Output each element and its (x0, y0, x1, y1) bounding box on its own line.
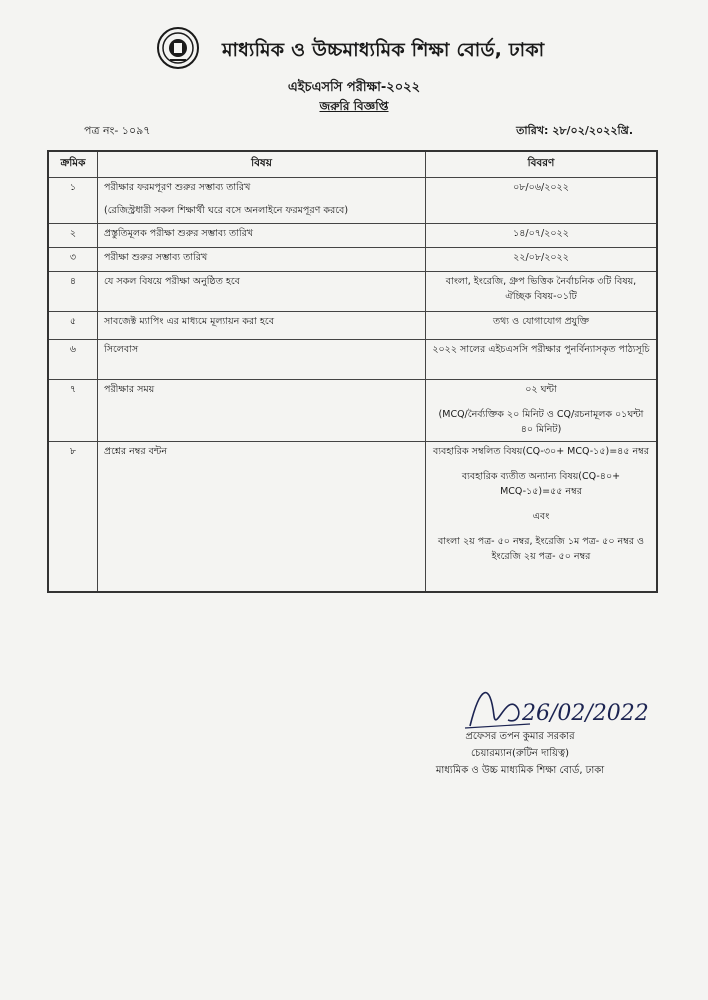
row-subject: সিলেবাস (98, 340, 426, 380)
row-serial: ৫ (48, 312, 98, 340)
header-subject: বিষয় (98, 151, 426, 178)
signature-date: 26/02/2022 (522, 701, 649, 726)
signatory-org: মাধ্যমিক ও উচ্চ মাধ্যমিক শিক্ষা বোর্ড, ঢাকা (435, 765, 605, 776)
notice-date: তারিখ: ২৮/০২/২০২২খ্রি. (516, 124, 633, 137)
row-subject: প্রশ্নের নম্বর বন্টন (98, 442, 426, 592)
notice-title: জরুরি বিজ্ঞপ্তি (319, 99, 389, 113)
row-details (426, 312, 658, 340)
board-seal-icon (156, 26, 200, 70)
row-serial: ৭ (48, 380, 98, 442)
row-detail-text: এবং (532, 511, 550, 522)
row-detail-text: ব্যবহারিক ব্যতীত অন্যান্য বিষয়(CQ-৪০+ MCQ-১৫)=৫৫ নম্বর (461, 471, 621, 497)
header-details: বিবরণ (426, 151, 658, 178)
table-row (48, 178, 657, 224)
row-detail-text: বাংলা, ইংরেজি, গ্রুপ ভিত্তিক নৈর্বাচনিক ৩টি বিষয়, ঐচ্ছিক বিষয়-০১টি (445, 276, 637, 302)
row-serial: ৮ (48, 442, 98, 592)
table-row (48, 248, 657, 272)
table-row (48, 312, 657, 340)
row-details (426, 248, 658, 272)
row-details (426, 178, 658, 224)
row-detail-text: ১৪/০৭/২০২২ (513, 228, 569, 239)
row-details (426, 340, 658, 380)
table-row (48, 224, 657, 248)
row-subject-note: (রেজিস্ট্রধারী সকল শিক্ষার্থী ঘরে বসে অনলাইনে ফরমপূরণ করবে) (104, 205, 349, 216)
row-detail-text: ২০২২ সালের এইচএসসি পরীক্ষার পুনর্বিন্যাসকৃত পাঠ্যসূচি (432, 344, 650, 355)
row-detail-text: বাংলা ২য় পত্র- ৫০ নম্বর, ইংরেজি ১ম পত্র- ৫০ নম্বর ও ইংরেজি ২য় পত্র- ৫০ নম্বর (437, 536, 645, 562)
row-details (426, 224, 658, 248)
row-detail-text: তথ্য ও যোগাযোগ প্রযুক্তি (493, 316, 589, 327)
row-detail-text: ০৮/০৬/২০২২ (513, 182, 569, 193)
memo-number: পত্র নং- ১০৯৭ (84, 124, 151, 137)
table-header-row (48, 151, 657, 178)
row-serial: ৬ (48, 340, 98, 380)
header-serial: ক্রমিক (48, 151, 98, 178)
row-details (426, 380, 658, 442)
exam-title: এইচএসসি পরীক্ষা-২০২২ (287, 80, 421, 95)
row-subject: যে সকল বিষয়ে পরীক্ষা অনুষ্ঠিত হবে (98, 272, 426, 312)
row-subject: সাবজেক্ট ম্যাপিং এর মাধ্যমে মূল্যায়ন করা হবে (98, 312, 426, 340)
row-serial: ৩ (48, 248, 98, 272)
row-subject: পরীক্ষা শুরুর সম্ভাব্য তারিখ (98, 248, 426, 272)
board-name: মাধ্যমিক ও উচ্চমাধ্যমিক শিক্ষা বোর্ড, ঢাকা (222, 39, 545, 61)
row-details (426, 272, 658, 312)
handwritten-signature (460, 676, 660, 736)
table-row (48, 442, 657, 592)
row-details (426, 442, 658, 592)
signatory-name: প্রফেসর তপন কুমার সরকার (465, 731, 575, 742)
row-serial: ২ (48, 224, 98, 248)
table-row (48, 340, 657, 380)
row-subject (98, 178, 426, 224)
row-subject-text: পরীক্ষার ফরমপূরণ শুরুর সম্ভাব্য তারিখ (104, 182, 251, 193)
table-row (48, 272, 657, 312)
row-detail-text: ব্যবহারিক সম্বলিত বিষয়(CQ-৩০+ MCQ-১৫)=৪৫ নম্বর (432, 446, 650, 457)
table-row (48, 380, 657, 442)
notice-table (47, 150, 658, 593)
row-serial: ৪ (48, 272, 98, 312)
signature-block (390, 728, 650, 779)
signatory-title: চেয়ারম্যান(রুটিন দায়িত্ব) (470, 748, 570, 759)
row-detail-text: ২২/০৮/২০২২ (513, 252, 569, 263)
row-serial: ১ (48, 178, 98, 224)
row-detail-text: ০২ ঘন্টা (525, 384, 557, 395)
row-subject: প্রস্তুতিমূলক পরীক্ষা শুরুর সম্ভাব্য তারিখ (98, 224, 426, 248)
row-subject: পরীক্ষার সময় (98, 380, 426, 442)
row-detail-text: (MCQ/নৈর্ব্যক্তিক ২০ মিনিট ও CQ/রচনামূলক ০১ঘন্টা ৪০ মিনিট) (438, 409, 644, 435)
